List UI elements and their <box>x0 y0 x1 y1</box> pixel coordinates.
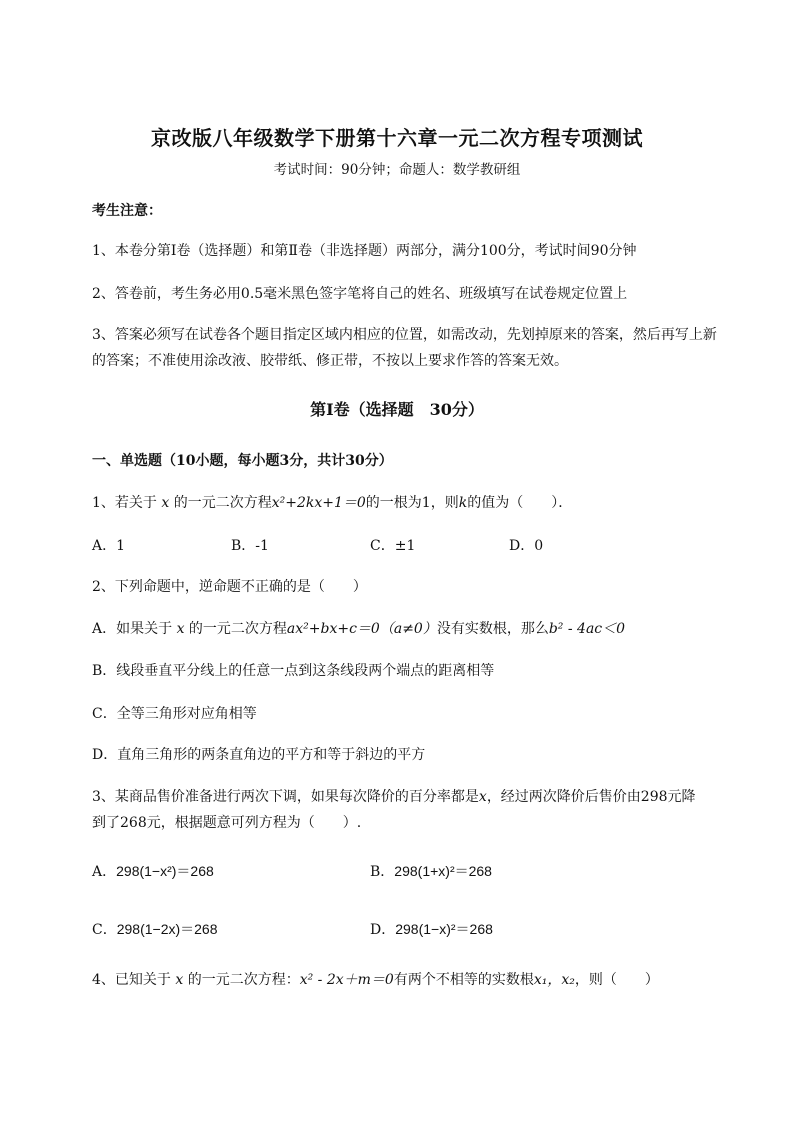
question-2-stem: 2、下列命题中，逆命题不正确的是（ ） <box>92 579 367 595</box>
notice-item-1: 1、本卷分第I卷（选择题）和第Ⅱ卷（非选择题）两部分，满分100分，考试时间90分钟 <box>92 243 637 259</box>
notice-heading: 考生注意： <box>92 203 162 219</box>
question-3-option-c[interactable]: C．298(1−2x)＝268 <box>92 921 218 938</box>
question-1-option-b[interactable]: B．-1 <box>231 538 269 554</box>
question-1-equation: x²+2kx+1＝0 <box>271 495 366 511</box>
notice-item-2: 2、答卷前，考生务必用0.5毫米黑色签字笔将自己的姓名、班级填写在试卷规定位置上 <box>92 286 628 302</box>
question-2-option-c[interactable]: C．全等三角形对应角相等 <box>92 706 257 722</box>
question-2-option-d[interactable]: D．直角三角形的两条直角边的平方和等于斜边的平方 <box>92 747 426 763</box>
section-title: 第I卷（选择题 30分） <box>310 400 484 419</box>
page-title: 京改版八年级数学下册第十六章一元二次方程专项测试 <box>151 126 643 150</box>
question-2-option-b[interactable]: B．线段垂直平分线上的任意一点到这条线段两个端点的距离相等 <box>92 663 495 679</box>
question-3-option-a[interactable]: A．298(1−x²)＝268 <box>92 863 214 880</box>
notice-item-3-cont: 的答案；不准使用涂改液、胶带纸、修正带，不按以上要求作答的答案无效。 <box>92 353 568 369</box>
question-3-option-d[interactable]: D．298(1−x)²＝268 <box>370 921 493 938</box>
part-heading: 一、单选题（10小题，每小题3分，共计30分） <box>92 453 393 469</box>
question-2-option-a[interactable]: A．如果关于 x 的一元二次方程ax²+bx+c＝0（a≠0）没有实数根，那么b² - 4ac＜0 <box>92 621 626 637</box>
question-3-stem-line-1: 3、某商品售价准备进行两次下调，如果每次降价的百分率都是x，经过两次降价后售价由298元降 <box>92 789 696 805</box>
question-1-option-c[interactable]: C．±1 <box>370 538 416 554</box>
question-3-option-b[interactable]: B．298(1+x)²＝268 <box>370 863 492 880</box>
question-3-stem-line-2: 到了268元，根据题意可列方程为（ ）. <box>92 815 362 831</box>
question-4-stem: 4、已知关于 x 的一元二次方程：x² - 2x＋m＝0有两个不相等的实数根x₁，x₂，则（ ） <box>92 972 659 988</box>
question-1-stem: 1、若关于 x 的一元二次方程x²+2kx+1＝0的一根为1，则k的值为（ ）． <box>92 495 573 511</box>
question-1-option-d[interactable]: D．0 <box>509 538 544 554</box>
notice-item-3: 3、答案必须写在试卷各个题目指定区域内相应的位置，如需改动，先划掉原来的答案，然后再写上新 <box>92 327 717 343</box>
exam-info: 考试时间：90分钟；命题人：数学教研组 <box>273 162 521 178</box>
question-1-option-a[interactable]: A．1 <box>92 538 126 554</box>
